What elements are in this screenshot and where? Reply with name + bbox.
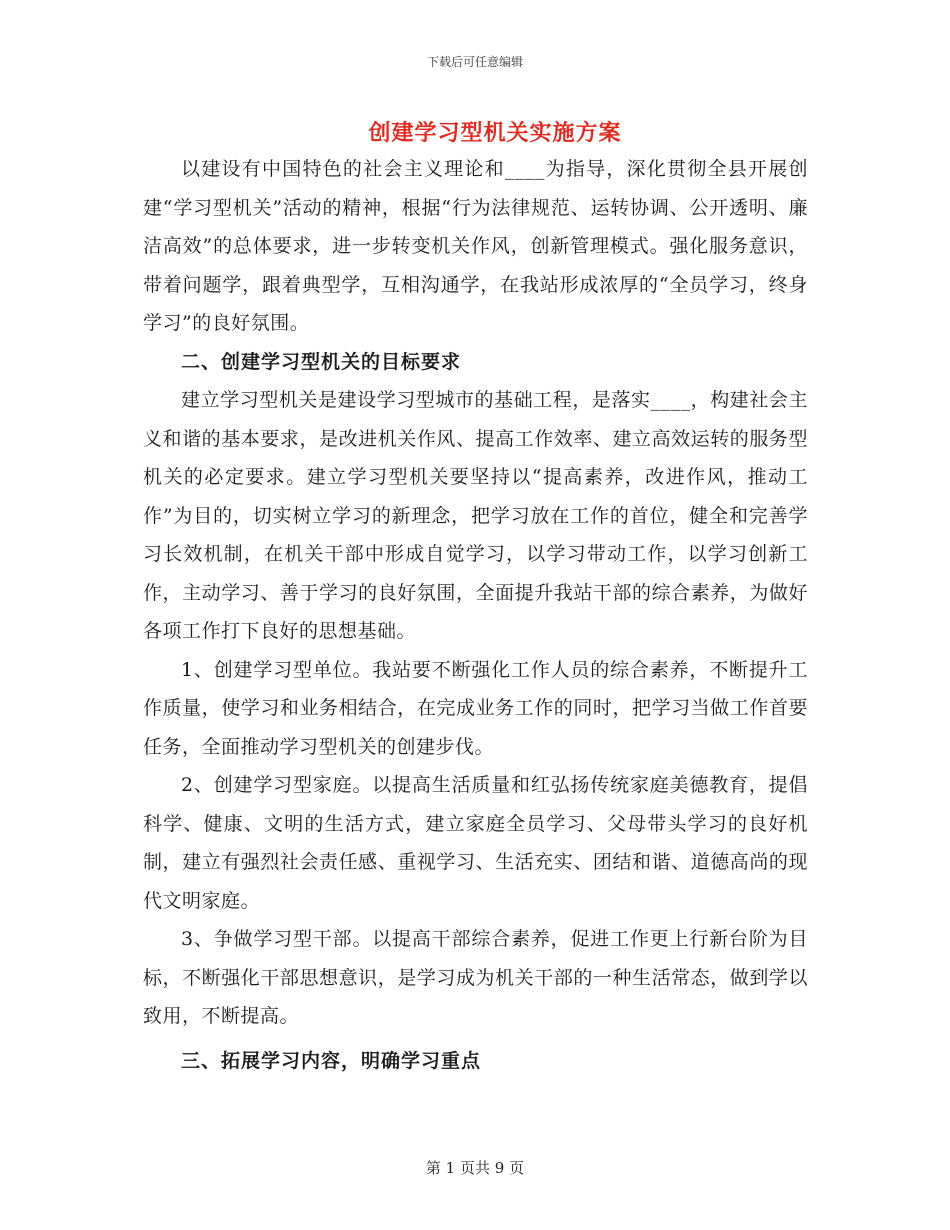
list-item-learning-family: 2、创建学习型家庭。以提高生活质量和红弘扬传统家庭美德教育，提倡科学、健康、文明的生活方式，建立家庭全员学习、父母带头学习的良好机制，建立有强烈社会责任感、重视学习、生活充实、团结和谐、道德高尚的现代文明家庭。	[143, 774, 808, 912]
section-heading-goals: 二、创建学习型机关的目标要求	[181, 350, 462, 373]
body-paragraph: 建立学习型机关是建设学习型城市的基础工程，是落实____，构建社会主义和谐的基本要求，是改进机关作风、提高工作效率、建立高效运转的服务型机关的必定要求。建立学习型机关要坚持以“提高素养，改进作风，推动工作”为目的，切实树立学习的新理念，把学习放在工作的首位，健全和完善学习长效机制，在机关干部中形成自觉学习，以学习带动工作，以学习创新工作，主动学习、善于学习的良好氛围，全面提升我站干部的综合素养，为做好各项工作打下良好的思想基础。	[143, 389, 808, 642]
list-item-learning-unit: 1、创建学习型单位。我站要不断强化工作人员的综合素养，不断提升工作质量，使学习和业务相结合，在完成业务工作的同时，把学习当做工作首要任务，全面推动学习型机关的创建步伐。	[143, 658, 808, 758]
document-title: 创建学习型机关实施方案	[368, 120, 622, 146]
list-item-learning-cadre: 3、争做学习型干部。以提高干部综合素养，促进工作更上行新台阶为目标，不断强化干部思想意识，是学习成为机关干部的一种生活常态，做到学以致用，不断提高。	[143, 928, 808, 1027]
page-number: 第 1 页共 9 页	[425, 1159, 525, 1177]
page-header: 下载后可任意编辑	[426, 55, 523, 69]
intro-paragraph: 以建设有中国特色的社会主义理论和____为指导，深化贯彻全县开展创建“学习型机关”活动的精神，根据“行为法律规范、运转协调、公开透明、廉洁高效”的总体要求，进一步转变机关作风，创新管理模式。强化服务意识，带着问题学，跟着典型学，互相沟通学，在我站形成浓厚的“全员学习，终身学习”的良好氛围。	[143, 158, 808, 334]
section-heading-content: 三、拓展学习内容，明确学习重点	[181, 1049, 482, 1072]
document-body	[143, 150, 808, 1080]
